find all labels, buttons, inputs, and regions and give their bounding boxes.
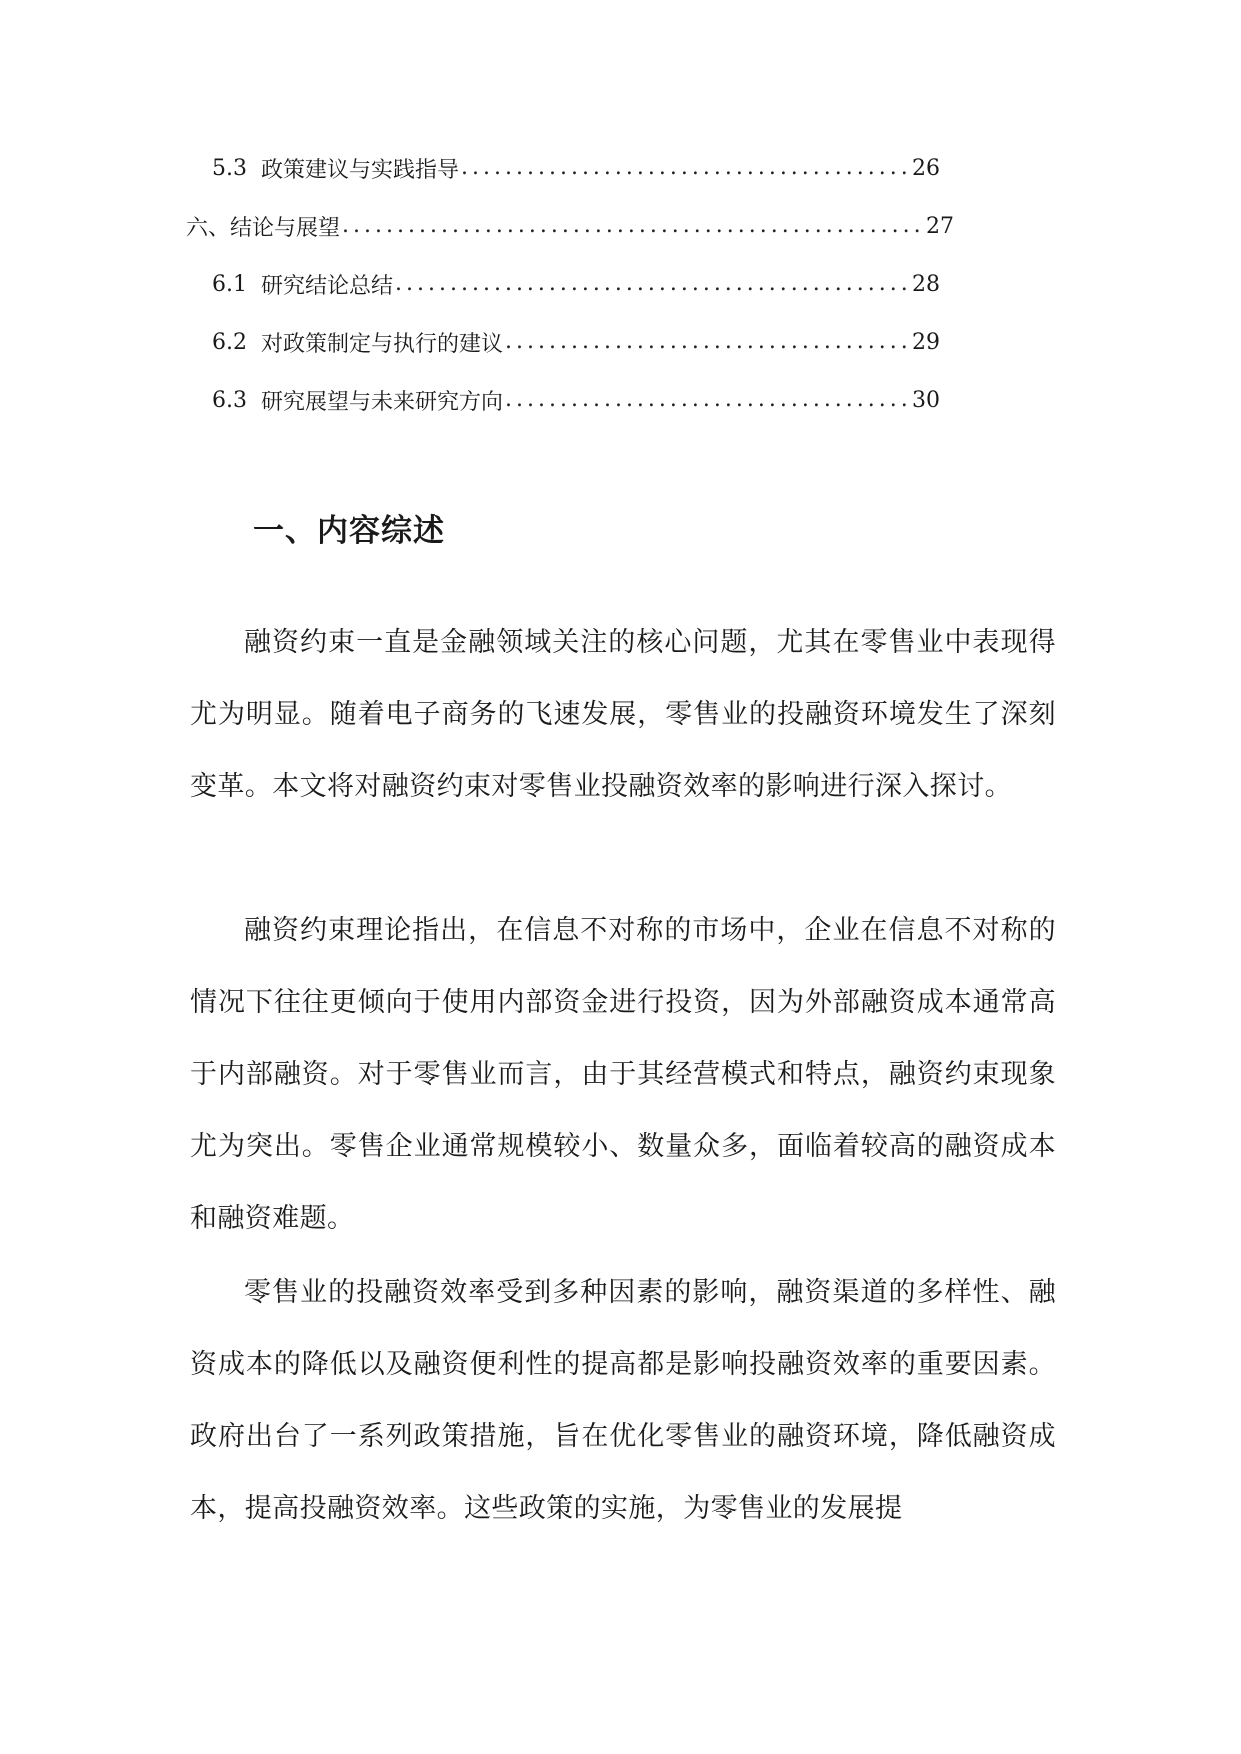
toc-dot-leader — [505, 386, 910, 414]
toc-entry-number: 6.2 — [212, 329, 247, 355]
toc-dot-leader — [342, 212, 924, 240]
toc-entry-title: 研究结论总结 — [261, 273, 394, 299]
toc-entry-page: 29 — [912, 329, 940, 355]
toc-entry-5-3[interactable] — [212, 148, 940, 188]
toc-entry-chapter-6[interactable] — [186, 206, 954, 246]
toc-entry-6-1[interactable] — [212, 264, 940, 304]
toc-entry-title: 政策建议与实践指导 — [261, 157, 460, 183]
toc-dot-leader — [395, 270, 910, 298]
toc-dot-leader — [505, 328, 910, 356]
toc-entry-6-2[interactable] — [212, 322, 940, 362]
body-paragraph: 融资约束一直是金融领域关注的核心问题，尤其在零售业中表现得尤为明显。随着电子商务的飞速发展，零售业的投融资环境发生了深刻变革。本文将对融资约束对零售业投融资效率的影响进行深入探讨。 — [190, 627, 1056, 802]
toc-entry-title: 对政策制定与执行的建议 — [261, 331, 504, 357]
toc-entry-page: 26 — [912, 155, 940, 181]
body-paragraph: 零售业的投融资效率受到多种因素的影响，融资渠道的多样性、融资成本的降低以及融资便利性的提高都是影响投融资效率的重要因素。政府出台了一系列政策措施，旨在优化零售业的融资环境，降低融资成本，提高投融资效率。这些政策的实施，为零售业的发展提 — [190, 1277, 1056, 1524]
toc-entry-number: 5.3 — [212, 155, 247, 181]
toc-entry-title: 研究展望与未来研究方向 — [261, 389, 504, 415]
toc-entry-page: 27 — [926, 213, 954, 239]
toc-entry-title: 六、结论与展望 — [186, 215, 341, 241]
toc-entry-page: 30 — [912, 387, 940, 413]
section-heading: 一、内容综述 — [253, 513, 445, 549]
toc-entry-number: 6.3 — [212, 387, 247, 413]
toc-entry-page: 28 — [912, 271, 940, 297]
toc-entry-number: 6.1 — [212, 271, 247, 297]
toc-dot-leader — [461, 154, 910, 182]
toc-entry-6-3[interactable] — [212, 380, 940, 420]
body-paragraph: 融资约束理论指出，在信息不对称的市场中，企业在信息不对称的情况下往往更倾向于使用内部资金进行投资，因为外部融资成本通常高于内部融资。对于零售业而言，由于其经营模式和特点，融资约束现象尤为突出。零售企业通常规模较小、数量众多，面临着较高的融资成本和融资难题。 — [190, 915, 1056, 1234]
